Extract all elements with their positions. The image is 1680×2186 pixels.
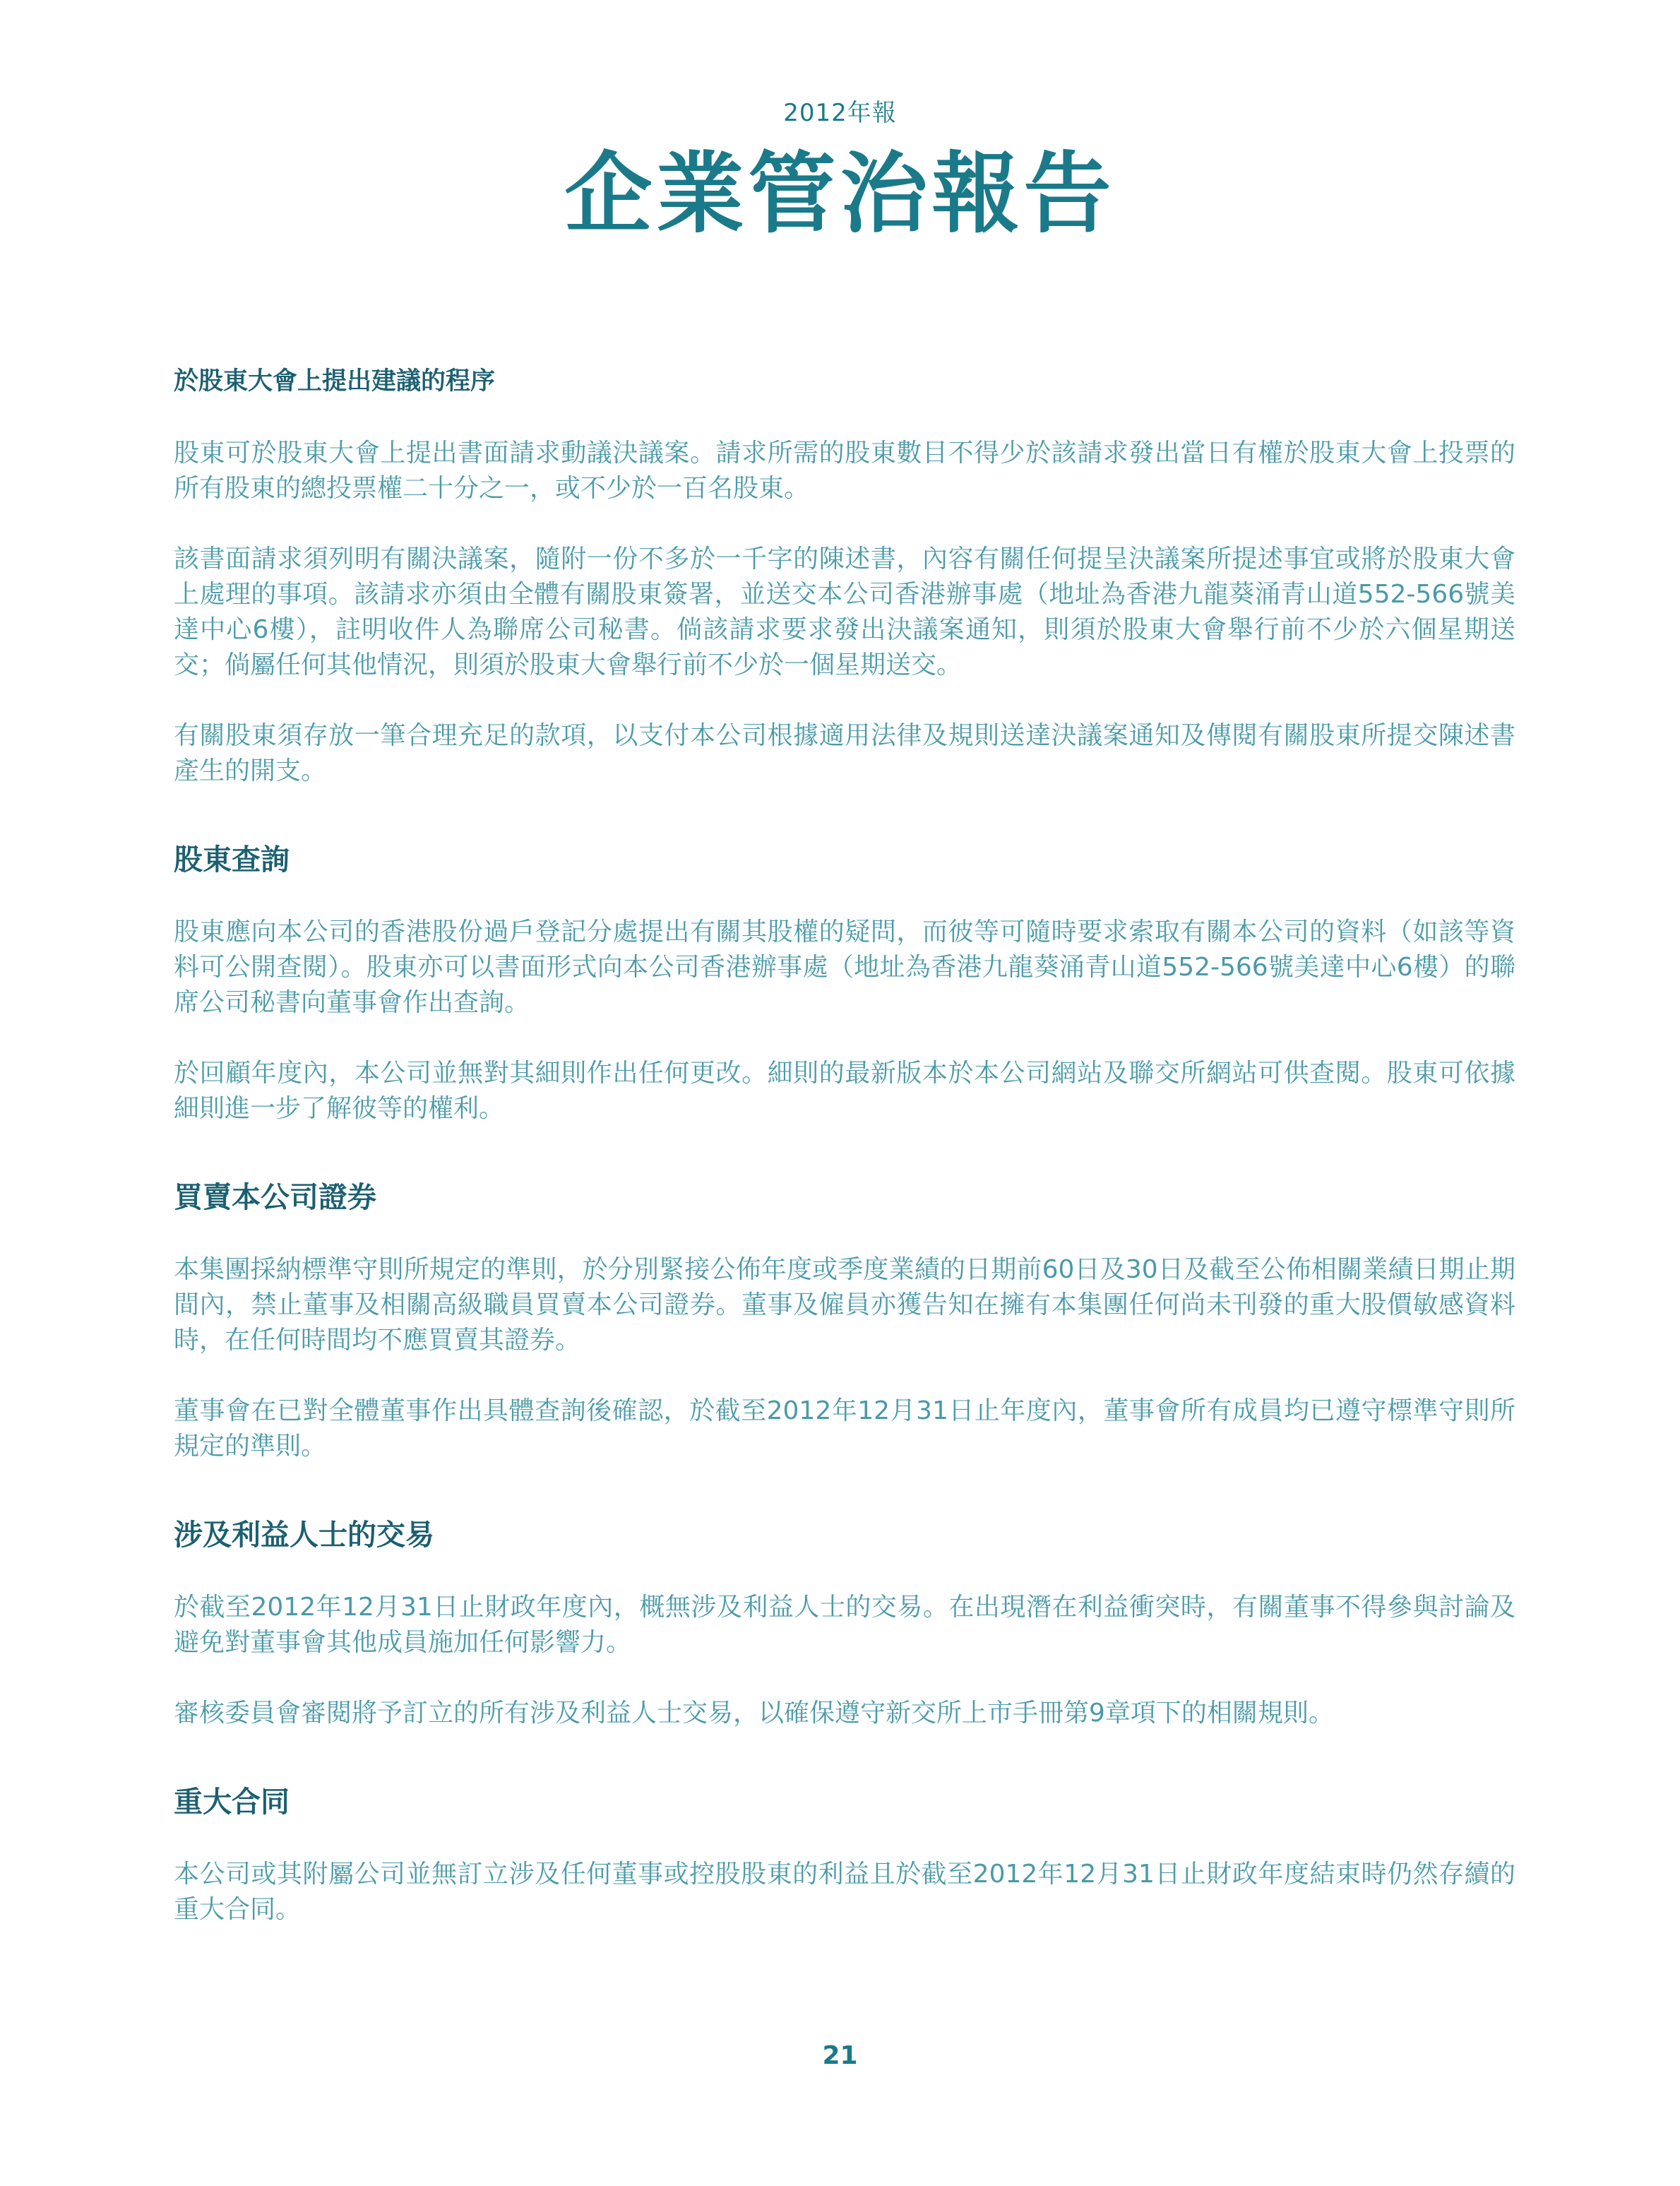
section-securities-dealing	[174, 1170, 1515, 1464]
section-heading: 涉及利益人士的交易	[174, 1518, 434, 1552]
section-shareholder-enquiries	[174, 833, 1515, 1127]
paragraph: 本集團採納標準守則所規定的準則，於分別緊接公佈年度或季度業績的日期前60日及30日及截至公佈相關業績日期止期間內，禁止董事及相關高級職員買賣本公司證券。董事及僱員亦獲告知在擁有本集團任何尚未刊發的重大股價敏感資料時，在任何時間均不應買賣其證券。	[174, 1255, 1515, 1355]
paragraph: 審核委員會審閱將予訂立的所有涉及利益人士交易，以確保遵守新交所上市手冊第9章項下的相關規則。	[174, 1699, 1334, 1728]
paragraph: 本公司或其附屬公司並無訂立涉及任何董事或控股股東的利益且於截至2012年12月31日止財政年度結束時仍然存續的重大合同。	[174, 1860, 1515, 1924]
section-heading: 股東查詢	[174, 843, 290, 877]
section-material-contracts	[174, 1775, 1515, 1927]
paragraph: 於截至2012年12月31日止財政年度內，概無涉及利益人士的交易。在出現潛在利益衝突時，有關董事不得參與討論及避免對董事會其他成員施加任何影響力。	[174, 1593, 1515, 1657]
page-number: 21	[822, 2041, 858, 2070]
section-shareholder-proposals	[174, 357, 1515, 789]
paragraph: 董事會在已對全體董事作出具體查詢後確認，於截至2012年12月31日止年度內，董事會所有成員均已遵守標準守則所規定的準則。	[174, 1396, 1515, 1461]
section-heading: 於股東大會上提出建議的程序	[174, 367, 496, 396]
section-heading: 重大合同	[174, 1785, 290, 1819]
paragraph: 有關股東須存放一筆合理充足的款項，以支付本公司根據適用法律及規則送達決議案通知及傳閱有關股東所提交陳述書產生的開支。	[174, 721, 1515, 785]
section-heading: 買賣本公司證券	[174, 1180, 376, 1214]
paragraph: 於回顧年度內，本公司並無對其細則作出任何更改。細則的最新版本於本公司網站及聯交所網站可供查閱。股東可依據細則進一步了解彼等的權利。	[174, 1059, 1515, 1123]
section-interested-person-transactions	[174, 1508, 1515, 1731]
paragraph: 該書面請求須列明有關決議案，隨附一份不多於一千字的陳述書，內容有關任何提呈決議案所提述事宜或將於股東大會上處理的事項。該請求亦須由全體有關股東簽署，並送交本公司香港辦事處（地址為香港九龍葵涌青山道552-566號美達中心6樓），註明收件人為聯席公司秘書。倘該請求要求發出決議案通知，則須於股東大會舉行前不少於六個星期送交；倘屬任何其他情況，則須於股東大會舉行前不少於一個星期送交。	[174, 545, 1515, 679]
page-title: 企業管治報告	[564, 143, 1116, 245]
paragraph: 股東可於股東大會上提出書面請求動議決議案。請求所需的股東數目不得少於該請求發出當日有權於股東大會上投票的所有股東的總投票權二十分之一，或不少於一百名股東。	[174, 439, 1515, 503]
report-year-label: 2012年報	[783, 99, 897, 127]
paragraph: 股東應向本公司的香港股份過戶登記分處提出有關其股權的疑問，而彼等可隨時要求索取有關本公司的資料（如該等資料可公開查閱）。股東亦可以書面形式向本公司香港辦事處（地址為香港九龍葵涌青山道552-566號美達中心6樓）的聯席公司秘書向董事會作出查詢。	[174, 917, 1515, 1017]
main-content	[174, 357, 1515, 1963]
